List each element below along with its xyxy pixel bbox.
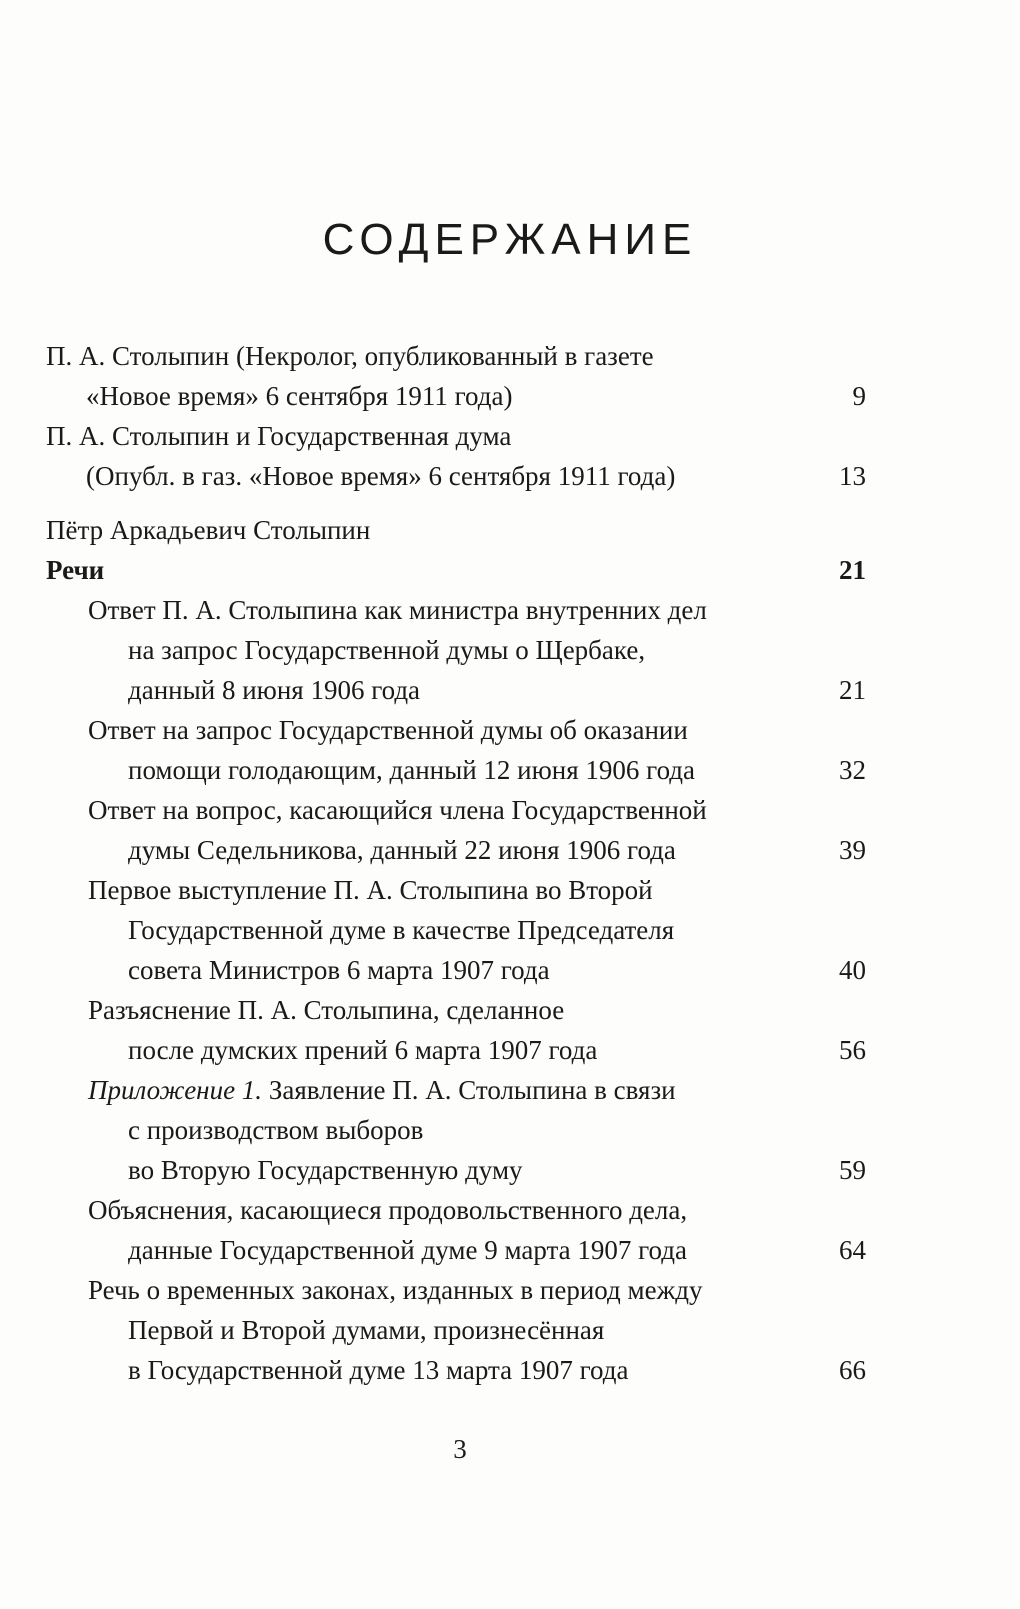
toc-entry-text: помощи голодающим, данный 12 июня 1906 года — [128, 755, 696, 785]
toc-entry-text: Первой и Второй думами, произнесённая — [128, 1315, 605, 1345]
toc-line — [46, 1110, 866, 1150]
toc-entry-text: на запрос Государственной думы о Щербаке, — [128, 635, 646, 665]
toc-page-number: 39 — [839, 835, 866, 865]
toc-page-number: 66 — [839, 1355, 866, 1385]
toc-entry-text: думы Седельникова, данный 22 июня 1906 года — [128, 835, 676, 865]
toc-entry-text: Объяснения, касающиеся продовольственного дела, — [88, 1195, 688, 1225]
toc-section-heading — [46, 550, 866, 590]
toc-section-heading — [46, 510, 866, 550]
toc-line — [46, 750, 866, 790]
toc-entry-text: Ответ П. А. Столыпина как министра внутренних дел — [88, 595, 707, 625]
toc-entry-text: Пётр Аркадьевич Столыпин — [46, 515, 371, 545]
toc-line — [46, 510, 866, 550]
toc-line — [46, 416, 866, 456]
toc-page-number: 56 — [839, 1035, 866, 1065]
toc-entry-text: данный 8 июня 1906 года — [128, 675, 421, 705]
toc-page-number: 32 — [839, 755, 866, 785]
toc-page-number: 21 — [839, 555, 866, 585]
toc-line — [46, 790, 866, 830]
toc-entry-text: после думских прений 6 марта 1907 года — [128, 1035, 598, 1065]
toc-entry — [46, 416, 866, 496]
toc-entry — [46, 710, 866, 790]
toc-entry-text: П. А. Столыпин и Государственная дума — [46, 421, 512, 451]
toc-line — [46, 1190, 866, 1230]
toc-page-number: 13 — [839, 461, 866, 491]
toc-line — [46, 376, 866, 416]
toc-line — [46, 1070, 866, 1110]
toc-page-number: 59 — [839, 1155, 866, 1185]
toc-line — [46, 830, 866, 870]
toc-entry-text: во Вторую Государственную думу — [128, 1155, 523, 1185]
table-of-contents — [46, 336, 866, 1390]
toc-line — [46, 710, 866, 750]
toc-entry-text: в Государственной думе 13 марта 1907 года — [128, 1355, 629, 1385]
toc-entry-text: Разъяснение П. А. Столыпина, сделанное — [88, 995, 565, 1025]
toc-line — [46, 1030, 866, 1070]
toc-entry-text: Ответ на запрос Государственной думы об оказании — [88, 715, 688, 745]
page-number-footer: 3 — [453, 1434, 467, 1464]
toc-line — [46, 1350, 866, 1390]
toc-entry-text: «Новое время» 6 сентября 1911 года) — [86, 381, 513, 411]
toc-entry-text: Ответ на вопрос, касающийся члена Государственной — [88, 795, 707, 825]
toc-entry — [46, 870, 866, 990]
toc-entry-text: данные Государственной думе 9 марта 1907 года — [128, 1235, 687, 1265]
toc-entry — [46, 336, 866, 416]
toc-page-number: 40 — [839, 955, 866, 985]
toc-entry-text: с производством выборов — [128, 1115, 424, 1145]
toc-line — [46, 1310, 866, 1350]
toc-line — [46, 910, 866, 950]
toc-page-number: 64 — [839, 1235, 866, 1265]
toc-entry-text: совета Министров 6 марта 1907 года — [128, 955, 550, 985]
toc-entry-text-rest: Заявление П. А. Столыпина в связи — [262, 1075, 676, 1105]
toc-entry — [46, 590, 866, 710]
toc-entry-text: Первое выступление П. А. Столыпина во Второй — [88, 875, 653, 905]
toc-entry — [46, 1070, 866, 1190]
toc-entry — [46, 790, 866, 870]
toc-line — [46, 630, 866, 670]
toc-line — [46, 456, 866, 496]
toc-entry — [46, 1270, 866, 1390]
toc-line — [46, 336, 866, 376]
toc-entry-text: Речь о временных законах, изданных в период между — [88, 1275, 703, 1305]
toc-entry-text: Государственной думе в качестве Председателя — [128, 915, 675, 945]
toc-line — [46, 670, 866, 710]
toc-line — [46, 870, 866, 910]
toc-entry-text: (Опубл. в газ. «Новое время» 6 сентября 1911 года) — [86, 461, 676, 491]
toc-page-number: 21 — [839, 675, 866, 705]
toc-entry — [46, 990, 866, 1070]
appendix-label: Приложение 1. — [88, 1075, 263, 1105]
toc-page-number: 9 — [852, 381, 866, 411]
toc-line — [46, 950, 866, 990]
toc-line — [46, 1150, 866, 1190]
toc-line — [46, 590, 866, 630]
toc-entry-text: Речи — [46, 555, 105, 585]
page-title: СОДЕРЖАНИЕ — [322, 215, 698, 265]
toc-line — [46, 1270, 866, 1310]
toc-entry — [46, 1190, 866, 1270]
toc-entry-text: П. А. Столыпин (Некролог, опубликованный в газете — [46, 341, 654, 371]
toc-entry-text — [88, 1070, 676, 1110]
toc-line — [46, 1230, 866, 1270]
toc-line — [46, 550, 866, 590]
toc-line — [46, 990, 866, 1030]
